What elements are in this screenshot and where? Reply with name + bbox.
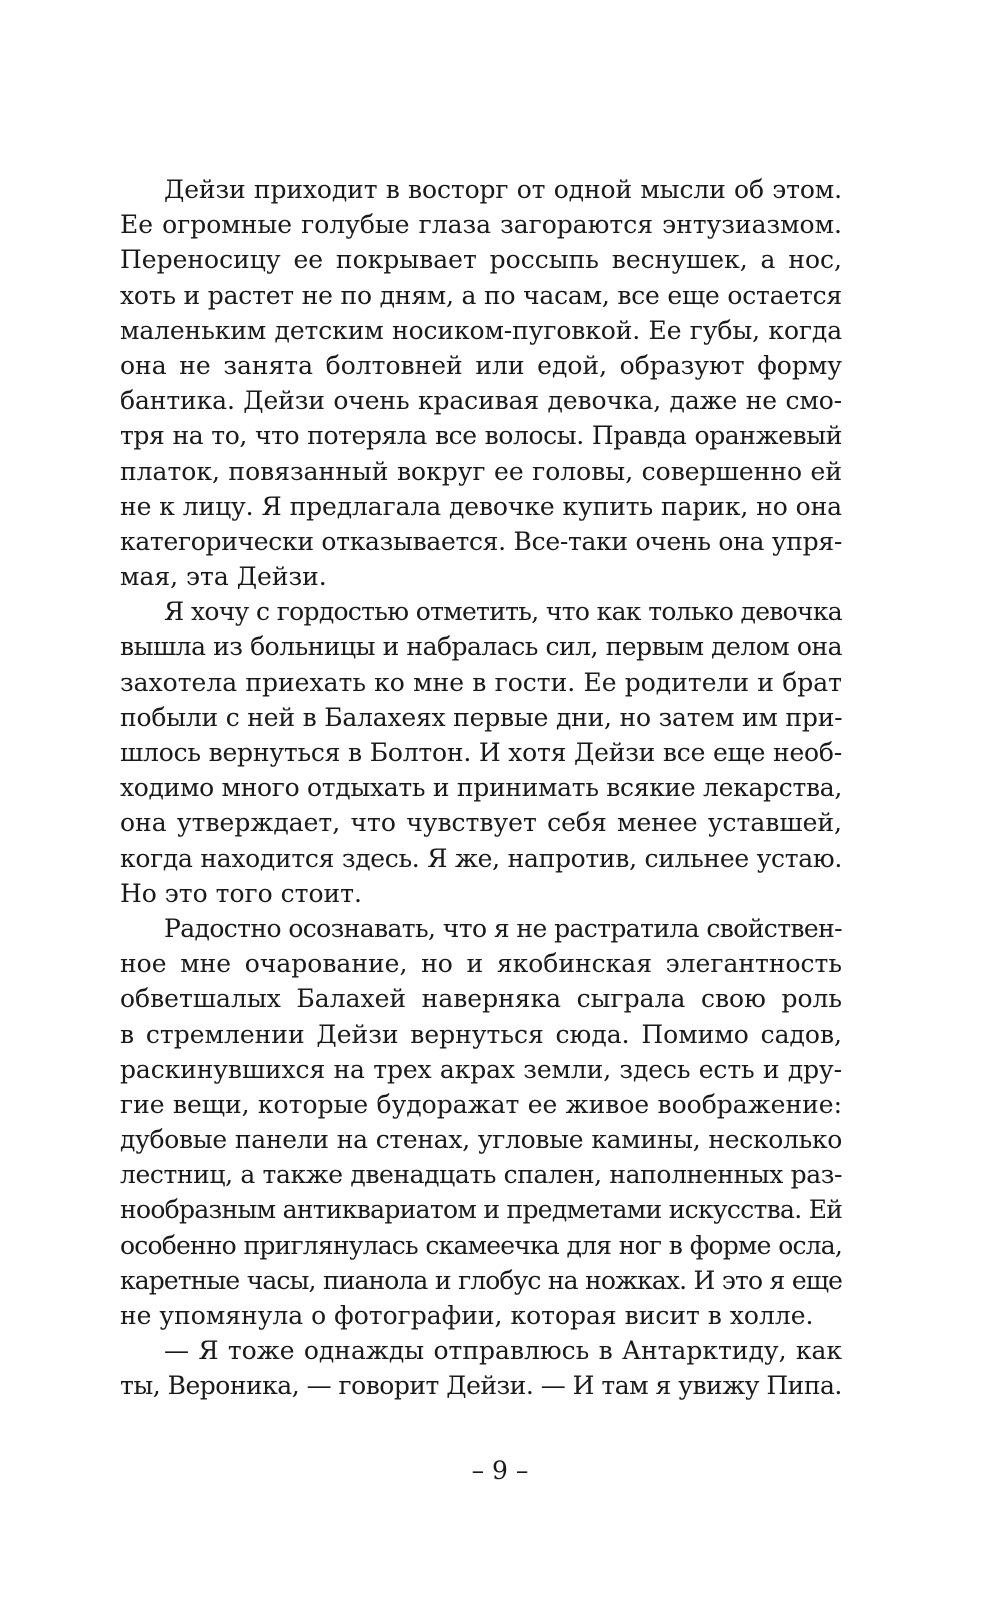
paragraph-4 [120, 1333, 842, 1403]
text-line: не к лицу. Я предлагала девочке купить парик, но она [120, 491, 842, 521]
text-line: Я хочу с гордостью отметить, что как только девочка [164, 597, 842, 627]
text-line: она не занята болтовней или едой, образуют форму [120, 350, 842, 380]
text-line: Переносицу ее покрывает россыпь веснушек, а нос, [120, 245, 842, 275]
paragraph-3 [120, 911, 842, 1333]
text-line: лестниц, а также двенадцать спален, наполненных раз- [120, 1160, 842, 1190]
text-line: Но это того стоит. [120, 878, 362, 908]
text-line: когда находится здесь. Я же, напротив, сильнее устаю. [120, 843, 842, 873]
text-line: вышла из больницы и набралась сил, первым делом она [120, 632, 842, 662]
text-line: гие вещи, которые будоражат ее живое воображение: [120, 1089, 842, 1119]
text-line: раскинувшихся на трех акрах земли, здесь есть и дру- [120, 1054, 842, 1084]
text-line: маленьким детским носиком-пуговкой. Ее губы, когда [120, 315, 842, 345]
text-line: Радостно осознавать, что я не растратила свойствен- [164, 913, 842, 943]
text-line: — Я тоже однажды отправлюсь в Антарктиду, как [164, 1336, 842, 1366]
text-line: тря на то, что потеряла все волосы. Правда оранжевый [120, 421, 842, 451]
text-line: ное мне очарование, но и якобинская элегантность [120, 949, 842, 979]
text-line: шлось вернуться в Болтон. И хотя Дейзи все еще необ- [120, 738, 842, 767]
text-line: не упомянула о фотографии, которая висит в холле. [120, 1301, 814, 1330]
text-line: обветшалых Балахей наверняка сыграла свою роль [120, 984, 842, 1014]
text-line: захотела приехать ко мне в гости. Ее родители и брат [120, 667, 842, 697]
page-number: – 9 – [471, 1456, 529, 1485]
text-line: ты, Вероника, — говорит Дейзи. — И там я увижу Пипа. [120, 1371, 842, 1401]
text-line: Ее огромные голубые глаза загораются энтузиазмом. [120, 210, 842, 240]
text-line: платок, повязанный вокруг ее головы, совершенно ей [120, 456, 842, 486]
text-line: Дейзи приходит в восторг от одной мысли об этом. [164, 175, 842, 204]
text-line: ходимо много отдыхать и принимать всякие лекарства, [120, 773, 843, 803]
text-line: особенно приглянулась скамеечка для ног в форме осла, [120, 1230, 842, 1260]
text-line: нообразным антиквариатом и предметами искусства. Ей [120, 1195, 843, 1225]
paragraph-1 [120, 172, 842, 594]
text-line: мая, эта Дейзи. [120, 562, 327, 592]
text-line: каретные часы, пианола и глобус на ножках. И это я еще [120, 1265, 842, 1295]
text-line: бантика. Дейзи очень красивая девочка, даже не смо- [120, 386, 842, 416]
paragraph-2 [120, 594, 842, 911]
text-line: категорически отказывается. Все-таки очень она упря- [120, 526, 842, 556]
text-line: дубовые панели на стенах, угловые камины, несколько [120, 1125, 842, 1155]
text-line: побыли с ней в Балахеях первые дни, но затем им при- [120, 702, 843, 732]
text-line: в стремлении Дейзи вернуться сюда. Помимо садов, [120, 1019, 842, 1049]
text-line: она утверждает, что чувствует себя менее уставшей, [120, 808, 842, 838]
body-text [120, 172, 842, 1404]
text-line: хоть и растет не по дням, а по часам, все еще остается [120, 280, 842, 310]
